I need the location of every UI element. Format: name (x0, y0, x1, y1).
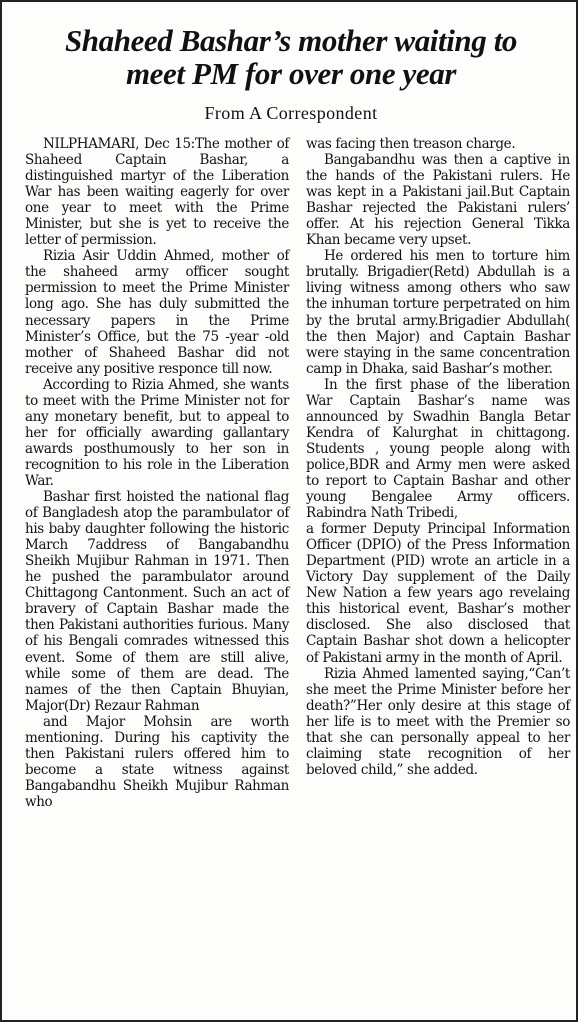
paragraph: a former Deputy Principal Information Officer (DPIO) of the Press Information Department (PID) wrote an article in a Victory Day supplement of the Daily New Nation a few years ago revelaing this historical event, Bashar’s mother disclosed. She also disclosed that Captain Bashar shot down a helicopter of Pakistani army in the month of April. (306, 521, 570, 666)
paragraph: was facing then treason charge. (306, 136, 516, 152)
paragraph: According to Rizia Ahmed, she wants to meet with the Prime Minister not for any monetary benefit, but to appeal to her for officially awarding gallantary awards posthumously to her son in recognition to his role in the Liberation War. (25, 376, 289, 489)
paragraph: In the first phase of the liberation War Captain Bashar’s name was announced by Swadhin Bangla Betar Kendra of Kalurghat in chittagong. Students , young people along with police,BDR and Army men were asked to report to Captain Bashar and other young Bengalee Army officers. Rabindra Nath Tribedi, (306, 376, 570, 522)
headline-line-1: Shaheed Bashar’s mother waiting to (64, 23, 518, 58)
paragraph: Bashar first hoisted the national flag of Bangladesh atop the parambulator of his baby daughter following the historic March 7address of Bangabandhu Sheikh Mujibur Rahman in 1971. Then he pushed the parambulator around Chittagong Cantonment. Such an act of bravery of Captain Bashar made the then Pakistani authorities furious. Many of his Bengali comrades witnessed this event. Some of them are still alive, while some of them are dead. The names of the then Captain Bhuyian, Major(Dr) Rezaur Rahman (25, 489, 289, 714)
paragraph: Rizia Asir Uddin Ahmed, mother of the shaheed army officer sought permission to meet the Prime Minister long ago. She has duly submitted the necessary papers in the Prime Minister’s Office, but the 75 -year -old mother of Shaheed Bashar did not receive any positive responce till now. (25, 248, 289, 377)
headline-line-2: meet PM for over one year (125, 56, 457, 91)
byline: From A Correspondent (204, 103, 378, 123)
paragraph: Rizia Ahmed lamented saying,“Can’t she meet the Prime Minister before her death?”Her only desire at this stage of her life is to meet with the Premier so that she can personally appeal to her claiming state recognition of her beloved child,” she added. (306, 665, 570, 778)
paragraph: NILPHAMARI, Dec 15:The mother of Shaheed Captain Bashar, a distinguished martyr of the Liberation War has been waiting eagerly for over one year to meet with the Prime Minister, but she is yet to receive the letter of permission. (25, 136, 289, 249)
paragraph: Bangabandhu was then a captive in the hands of the Pakistani rulers. He was kept in a Pakistani jail.But Captain Bashar rejected the Pakistani rulers’ offer. At his rejection General Tikka Khan became very upset. (306, 152, 570, 249)
article-column-left (25, 136, 289, 810)
headline (2, 24, 580, 90)
paragraph: and Major Mohsin are worth mentioning. During his captivity the then Pakistani rulers offered him to become a state witness against Bangabandhu Sheikh Mujibur Rahman who (25, 713, 289, 810)
article-column-right (306, 136, 570, 778)
paragraph: He ordered his men to torture him brutally. Brigadier(Retd) Abdullah is a living witness among others who saw the inhuman torture perpetrated on him by the brutal army.Brigadier Abdullah( the then Major) and Captain Bashar were staying in the same concentration camp in Dhaka, said Bashar’s mother. (306, 248, 570, 377)
